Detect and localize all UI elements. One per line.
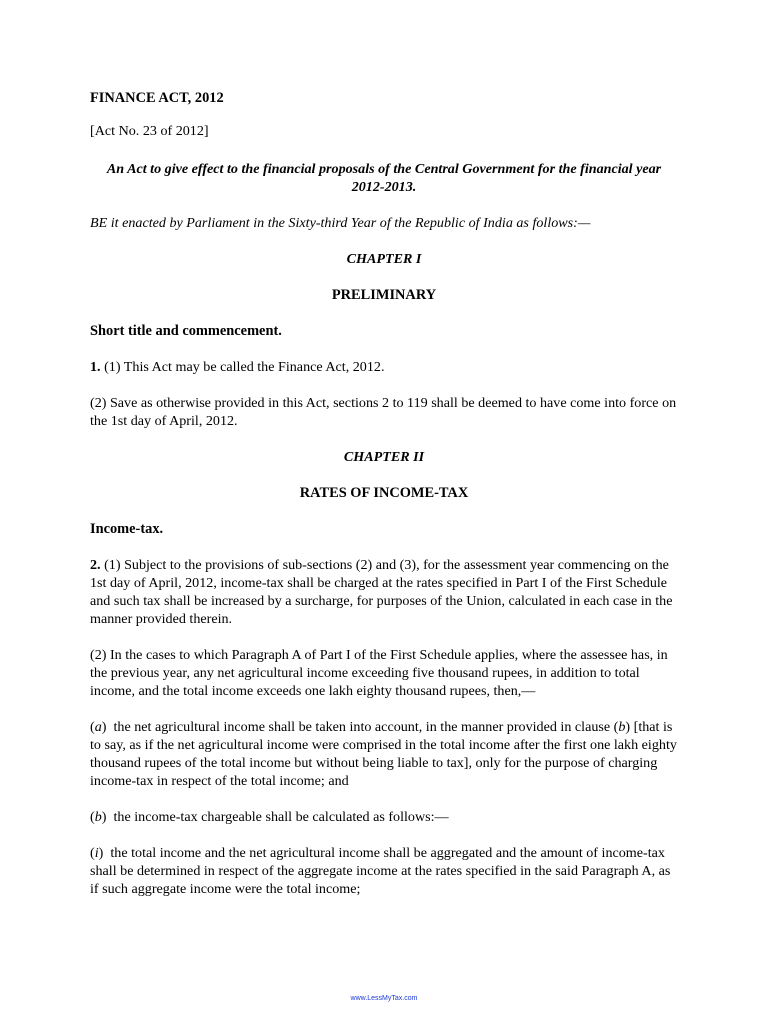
clause-text: (1) Subject to the provisions of sub-sections (2) and (3), for the assessment year commencing on the 1st day of April, 2012, income-tax shall be charged at the rates specified in Part I of the First Schedule and such tax shall be increased by a surcharge, for purposes of the Union, calculated in each case in the manner provided therein.: [90, 557, 673, 627]
section-2-heading: Income-tax.: [90, 521, 164, 537]
footer-website-link[interactable]: www.LessMyTax.com: [350, 995, 418, 1002]
act-title: FINANCE ACT, 2012: [90, 90, 224, 106]
paren-close: ): [98, 845, 104, 861]
item-text: the income-tax chargeable shall be calculated as follows:—: [106, 809, 449, 825]
item-text: the total income and the net agricultural income shall be aggregated and the amount of income-tax shall be determined in respect of the aggregate income at the rates specified in the said Paragraph A, as if such aggregate income were the total income;: [90, 845, 674, 897]
chapter-2-title: RATES OF INCOME-TAX: [299, 485, 469, 501]
chapter-2-label: CHAPTER II: [343, 449, 425, 465]
item-text: the net agricultural income shall be taken into account, in the manner provided in clause (: [106, 719, 619, 735]
clause-reference: b: [618, 719, 626, 735]
paren-open: (: [90, 809, 95, 825]
enactment-clause: BE it enacted by Parliament in the Sixty-third Year of the Republic of India as follows:—: [90, 215, 591, 231]
long-title: An Act to give effect to the financial proposals of the Central Government for the financial year 2012-2013.: [106, 161, 662, 195]
section-2-clause-1: [90, 556, 678, 628]
section-number: 2.: [90, 557, 101, 573]
paren-close: ): [101, 809, 107, 825]
section-number: 1.: [90, 359, 101, 375]
item-letter: i: [94, 845, 99, 861]
item-b: [90, 808, 678, 826]
item-letter: a: [94, 719, 102, 735]
paren-close: ): [101, 719, 107, 735]
paren-open: (: [90, 845, 95, 861]
section-1-clause-1: [90, 358, 678, 376]
item-letter: b: [94, 809, 102, 825]
chapter-1-title: PRELIMINARY: [331, 287, 437, 303]
item-text-continued: ) [that is to say, as if the net agricultural income were comprised in the total income after the first one lakh eighty thousand rupees of the total income but without being liable to tax], only for the purpose of charging income-tax in respect of the total income; and: [90, 719, 677, 789]
section-2-clause-2: (2) In the cases to which Paragraph A of Part I of the First Schedule applies, where the assessee has, in the previous year, any net agricultural income exceeding five thousand rupees, in addition to total income, and the total income exceeds one lakh eighty thousand rupees, then,—: [90, 647, 668, 699]
act-number: [Act No. 23 of 2012]: [90, 123, 209, 139]
section-1-heading: Short title and commencement.: [90, 323, 282, 339]
item-i: [90, 844, 678, 898]
section-1-clause-2: (2) Save as otherwise provided in this Act, sections 2 to 119 shall be deemed to have come into force on the 1st day of April, 2012.: [90, 395, 677, 429]
item-a: [90, 718, 678, 790]
chapter-1-label: CHAPTER I: [346, 251, 422, 267]
clause-text: (1) This Act may be called the Finance Act, 2012.: [104, 359, 385, 375]
document-page: [90, 89, 678, 916]
paren-open: (: [90, 719, 95, 735]
